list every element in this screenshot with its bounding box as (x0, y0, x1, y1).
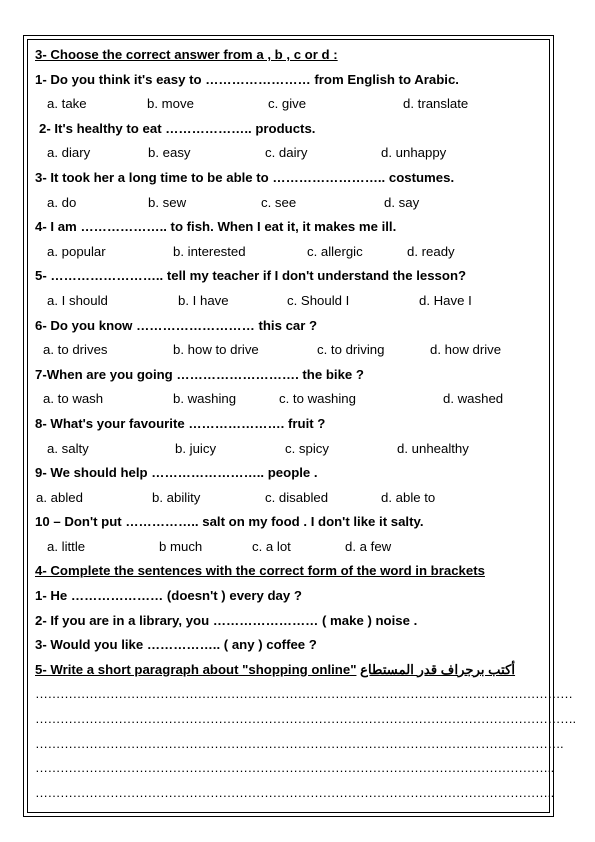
question-6: 6- Do you know ……………………… this car ? (35, 317, 318, 333)
section-3-heading: 3- Choose the correct answer from a , b , c or d : (35, 47, 338, 62)
question-9-options (35, 486, 545, 511)
option-c[interactable]: c. spicy (285, 440, 329, 456)
question-8-options (35, 437, 545, 462)
dotted-rule: ………………………………………………………………………………………………………………. (35, 735, 564, 751)
writing-line-4[interactable] (35, 756, 554, 781)
option-b[interactable]: b. sew (148, 194, 187, 210)
dotted-rule: …………………………………………………………………………………………………………….. (35, 760, 554, 776)
option-b[interactable]: b. ability (152, 489, 201, 505)
option-a[interactable]: a. to drives (43, 342, 108, 358)
option-c[interactable]: c. to driving (317, 342, 385, 358)
complete-item-3: 3- Would you like …………….. ( any ) coffee ? (35, 637, 317, 653)
question-3-options (35, 191, 545, 216)
option-c[interactable]: c. dairy (265, 145, 308, 161)
worksheet (35, 43, 576, 805)
option-c[interactable]: c. disabled (265, 489, 329, 505)
option-d[interactable]: d. Have I (419, 292, 472, 308)
writing-line-5[interactable] (35, 781, 554, 806)
question-5-options (35, 289, 545, 314)
option-d[interactable]: d. translate (403, 96, 469, 112)
option-a[interactable]: a. diary (47, 145, 91, 161)
question-3: 3- It took her a long time to be able to …………………….. costumes. (35, 169, 455, 185)
option-c[interactable]: c. to washing (279, 391, 356, 407)
option-d[interactable]: d. a few (345, 538, 392, 554)
option-a[interactable]: a. salty (47, 440, 89, 456)
question-10-options (35, 535, 545, 560)
question-7: 7-When are you going ………………………. the bike ? (35, 366, 364, 382)
option-a[interactable]: a. abled (36, 489, 83, 505)
option-a[interactable]: a. popular (47, 243, 106, 259)
writing-line-3[interactable] (35, 732, 564, 757)
question-8: 8- What's your favourite …………………. fruit ? (35, 415, 326, 431)
complete-item-1: 1- He ………………… (doesn't ) every day ? (35, 588, 302, 604)
question-4: 4- I am ……………….. to fish. When I eat it, it makes me ill. (35, 219, 397, 235)
option-c[interactable]: c. allergic (307, 243, 363, 259)
option-c[interactable]: c. see (261, 194, 297, 210)
option-c[interactable]: c. Should I (287, 292, 350, 308)
question-2: 2- It's healthy to eat ……………….. products. (39, 120, 316, 136)
option-d[interactable]: d. ready (407, 243, 455, 259)
option-d[interactable]: d. able to (381, 489, 436, 505)
option-b[interactable]: b. juicy (175, 440, 217, 456)
question-10: 10 – Don't put …………….. salt on my food . I don't like it salty. (35, 514, 424, 530)
section-5-header (35, 658, 545, 683)
writing-line-1[interactable] (35, 682, 573, 707)
option-b[interactable]: b. how to drive (173, 342, 259, 358)
arabic-instruction: أكتب برجراف قدر المستطاع (360, 661, 516, 677)
option-a[interactable]: a. I should (47, 292, 108, 308)
option-a[interactable]: a. take (47, 96, 87, 112)
option-c[interactable]: c. give (268, 96, 307, 112)
option-d[interactable]: d. how drive (430, 342, 502, 358)
option-d[interactable]: d. unhealthy (397, 440, 469, 456)
dotted-rule: …………………………………………………………………………………………………………….. (35, 784, 554, 800)
dotted-rule: …………………………………………………………………………………………………………………. (35, 711, 576, 727)
option-b[interactable]: b. interested (173, 243, 246, 259)
question-5: 5- …………………….. tell my teacher if I don't understand the lesson? (35, 268, 467, 284)
option-a[interactable]: a. to wash (43, 391, 104, 407)
option-a[interactable]: a. do (47, 194, 77, 210)
question-1-options (35, 92, 545, 117)
question-1: 1- Do you think it's easy to …………………… from English to Arabic. (35, 71, 459, 87)
dotted-rule: ………………………………………………………………………………………………………………… (35, 686, 573, 702)
option-d[interactable]: d. say (384, 194, 420, 210)
option-c[interactable]: c. a lot (252, 538, 291, 554)
section-4-heading: 4- Complete the sentences with the correct form of the word in brackets (35, 563, 485, 579)
option-d[interactable]: d. washed (443, 391, 504, 407)
option-a[interactable]: a. little (47, 538, 86, 554)
option-b[interactable]: b. I have (178, 292, 229, 308)
question-6-options (35, 338, 545, 363)
question-9: 9- We should help …………………….. people . (35, 465, 318, 481)
complete-item-2: 2- If you are in a library, you …………………… ( make ) noise . (35, 612, 418, 628)
question-2-options (35, 141, 545, 166)
question-7-options (35, 387, 545, 412)
section-5-heading: 5- Write a short paragraph about "shopping online" (35, 661, 357, 677)
option-b[interactable]: b. move (147, 96, 194, 112)
option-b[interactable]: b much (159, 538, 203, 554)
option-b[interactable]: b. easy (148, 145, 191, 161)
question-4-options (35, 240, 545, 265)
option-d[interactable]: d. unhappy (381, 145, 447, 161)
writing-line-2[interactable] (35, 707, 576, 732)
option-b[interactable]: b. washing (173, 391, 237, 407)
